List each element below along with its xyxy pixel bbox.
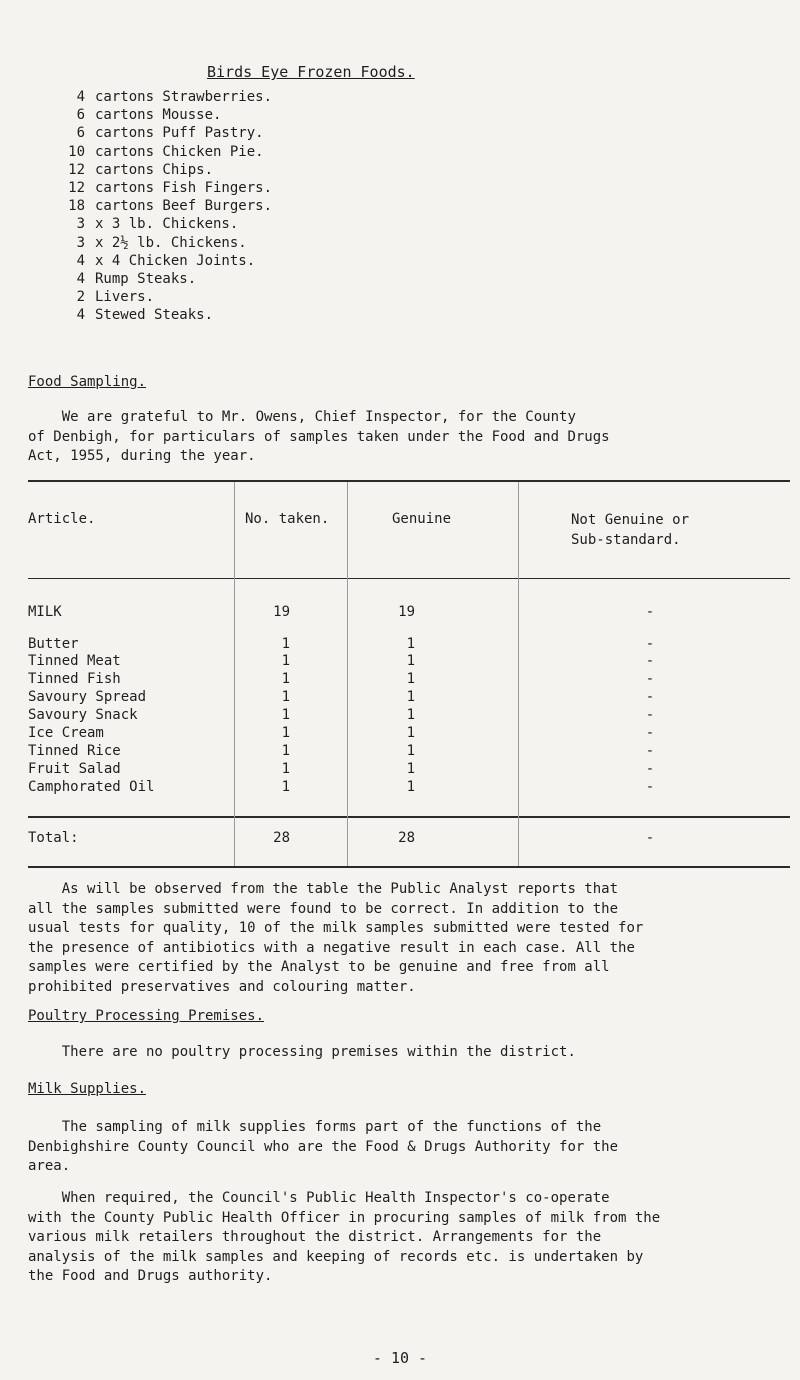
table-row	[0, 725, 800, 742]
table-cell-no-taken: 19	[273, 604, 290, 620]
table-cell-not-genuine: -	[645, 707, 655, 723]
table-row	[0, 743, 800, 760]
table-cell-genuine: 1	[406, 707, 415, 723]
table-cell-no-taken: 1	[281, 761, 290, 777]
page-number: - 10 -	[372, 1349, 428, 1367]
table-cell-no-taken: 1	[281, 743, 290, 759]
table-cell-genuine: 1	[406, 761, 415, 777]
table-cell-not-genuine: -	[645, 725, 655, 741]
list-item-text: x 3 lb. Chickens.	[95, 216, 239, 233]
frozen-foods-heading: Birds Eye Frozen Foods.	[207, 63, 415, 81]
table-cell-not-genuine: -	[645, 743, 655, 759]
table-cell-not-genuine: -	[645, 671, 655, 687]
milk-heading: Milk Supplies.	[28, 1081, 147, 1097]
milk-paragraph-1: The sampling of milk supplies forms part of the functions of the Denbighshire County Council who are the Food & Drugs Authority for the area.	[28, 1119, 619, 1174]
total-no-taken: 28	[273, 830, 290, 846]
total-genuine: 28	[398, 830, 415, 846]
table-cell-genuine: 1	[406, 743, 415, 759]
list-item-text: cartons Mousse.	[95, 107, 222, 124]
total-label: Total:	[28, 830, 79, 846]
table-row	[0, 761, 800, 778]
total-not-genuine: -	[645, 830, 655, 846]
table-cell-article: Butter	[28, 636, 79, 652]
table-cell-article: Ice Cream	[28, 725, 104, 741]
table-cell-genuine: 1	[406, 653, 415, 669]
milk-paragraph-2: When required, the Council's Public Health Inspector's co-operate with the County Public Health Officer in procuring samples of milk from the various milk retailers throughout the district. Arrangements for the analysis of the milk samples and keeping of records etc. is undertaken by the Food and Drugs authority.	[28, 1190, 661, 1284]
list-item-quantity: 2	[76, 289, 85, 306]
list-item-quantity: 12	[68, 179, 85, 196]
header-no-taken: No. taken.	[245, 511, 330, 527]
food-sampling-heading: Food Sampling.	[28, 374, 147, 390]
table-cell-not-genuine: -	[645, 653, 655, 669]
list-item-quantity: 6	[76, 107, 85, 124]
table-cell-no-taken: 1	[281, 725, 290, 741]
table-cell-article: Tinned Rice	[28, 743, 121, 759]
analyst-paragraph: As will be observed from the table the Public Analyst reports that all the samples submitted were found to be correct. In addition to the usual tests for quality, 10 of the milk samples submitted were tested for the presence of antibiotics with a negative result in each case. All the samples were certified by the Analyst to be genuine and free from all prohibited preservatives and colouring matter.	[28, 881, 644, 995]
list-item-text: cartons Strawberries.	[95, 89, 273, 105]
list-item-text: cartons Beef Burgers.	[95, 198, 273, 215]
list-item-text: Stewed Steaks.	[95, 307, 214, 324]
list-item-quantity: 18	[68, 198, 85, 215]
table-cell-no-taken: 1	[281, 689, 290, 705]
table-cell-not-genuine: -	[645, 761, 655, 777]
table-row	[0, 653, 800, 670]
table-cell-genuine: 1	[406, 636, 415, 652]
table-cell-article: Savoury Snack	[28, 707, 138, 723]
table-bottom-rule	[28, 866, 790, 868]
table-cell-genuine: 1	[406, 725, 415, 741]
table-body-rule	[28, 816, 790, 818]
table-cell-no-taken: 1	[281, 779, 290, 795]
list-item-quantity: 12	[68, 161, 85, 178]
table-header-rule	[28, 578, 790, 579]
table-cell-genuine: 19	[398, 604, 415, 620]
list-item-text: cartons Chips.	[95, 161, 214, 178]
table-cell-genuine: 1	[406, 689, 415, 705]
table-cell-genuine: 1	[406, 779, 415, 795]
list-item-quantity: 4	[76, 89, 85, 105]
table-cell-article: Savoury Spread	[28, 689, 147, 705]
table-top-rule	[28, 480, 790, 482]
header-genuine: Genuine	[392, 511, 452, 527]
list-item-text: cartons Fish Fingers.	[95, 179, 273, 196]
list-item-quantity: 3	[76, 234, 85, 251]
list-item-text: cartons Chicken Pie.	[95, 143, 264, 160]
poultry-paragraph: There are no poultry processing premises within the district.	[28, 1044, 576, 1060]
table-row	[0, 671, 800, 688]
table-cell-no-taken: 1	[281, 707, 290, 723]
table-cell-article: MILK	[28, 604, 62, 620]
table-row	[0, 707, 800, 724]
list-item-quantity: 3	[76, 216, 85, 233]
list-item-text: Livers.	[95, 289, 155, 306]
table-cell-not-genuine: -	[645, 689, 655, 705]
table-cell-article: Tinned Fish	[28, 671, 121, 687]
poultry-heading: Poultry Processing Premises.	[28, 1008, 265, 1024]
header-article: Article.	[28, 511, 96, 527]
table-cell-no-taken: 1	[281, 653, 290, 669]
list-item-quantity: 6	[76, 125, 85, 142]
list-item-text: Rump Steaks.	[95, 270, 197, 287]
table-cell-not-genuine: -	[645, 779, 655, 795]
list-item-quantity: 10	[68, 143, 85, 160]
table-row	[0, 779, 800, 796]
table-row	[0, 689, 800, 706]
table-row	[0, 604, 800, 621]
table-cell-not-genuine: -	[645, 604, 655, 620]
list-item-quantity: 4	[76, 270, 85, 287]
table-cell-not-genuine: -	[645, 636, 655, 652]
list-item-quantity: 4	[76, 252, 85, 269]
list-item-quantity: 4	[76, 307, 85, 324]
list-item-text: cartons Puff Pastry.	[95, 125, 264, 142]
list-item-text: x 2½ lb. Chickens.	[95, 234, 247, 251]
header-not-genuine: Not Genuine or Sub-standard.	[571, 512, 690, 548]
food-sampling-paragraph: We are grateful to Mr. Owens, Chief Inspector, for the County of Denbigh, for particulars of samples taken under the Food and Drugs Act, 1955, during the year.	[28, 409, 610, 464]
table-row	[0, 636, 800, 653]
table-cell-genuine: 1	[406, 671, 415, 687]
list-item-text: x 4 Chicken Joints.	[95, 252, 256, 269]
table-cell-article: Fruit Salad	[28, 761, 121, 777]
table-cell-article: Camphorated Oil	[28, 779, 155, 795]
table-total-row	[0, 830, 800, 847]
table-cell-no-taken: 1	[281, 671, 290, 687]
table-cell-no-taken: 1	[281, 636, 290, 652]
table-cell-article: Tinned Meat	[28, 653, 121, 669]
